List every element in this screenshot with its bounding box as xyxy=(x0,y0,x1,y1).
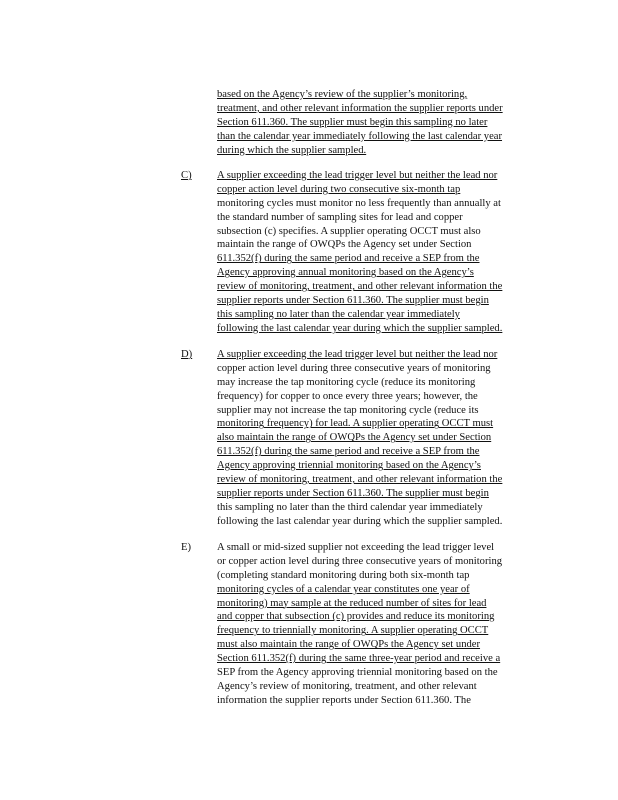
text-line xyxy=(217,294,547,308)
text-line xyxy=(217,102,547,116)
text-line xyxy=(217,487,547,501)
text-segment: Agency’s review of monitoring, treatment, and other relevant xyxy=(217,680,477,692)
text-line xyxy=(217,404,547,418)
text-segment: Section 611.360. The supplier must begin this sampling no later xyxy=(217,116,488,128)
text-segment: maintain the range of OWQPs the Agency set under Section xyxy=(217,239,472,251)
text-segment: review of monitoring, treatment, and other relevant information the xyxy=(217,281,503,293)
text-line xyxy=(217,417,547,431)
text-segment: this sampling no later than the third calendar year immediately xyxy=(217,501,483,513)
text-line xyxy=(217,541,547,555)
text-line xyxy=(217,652,547,666)
paragraph-label-c: C) xyxy=(181,170,192,181)
continued-paragraph xyxy=(217,88,547,157)
text-line xyxy=(217,445,547,459)
text-segment: following the last calendar year during which the supplier sampled. xyxy=(217,515,503,527)
text-line xyxy=(217,680,547,694)
paragraph-label-d: D) xyxy=(181,349,193,360)
text-line xyxy=(217,459,547,473)
text-segment: frequency to triennially monitoring. A supplier operating OCCT xyxy=(217,625,489,637)
text-segment: supplier reports under Section 611.360. The supplier must begin xyxy=(217,487,489,499)
text-segment: supplier may not increase the tap monitoring cycle (reduce its xyxy=(217,404,479,416)
text-segment: or copper action level during three consecutive years of monitoring xyxy=(217,555,503,567)
text-segment: supplier reports under Section 611.360. The supplier must begin xyxy=(217,295,489,307)
text-line xyxy=(217,666,547,680)
paragraph-e xyxy=(217,541,547,708)
text-line xyxy=(217,130,547,144)
text-line xyxy=(217,610,547,624)
text-line xyxy=(217,431,547,445)
text-line xyxy=(217,280,547,294)
text-segment: frequency) for copper to once every three years; however, the xyxy=(217,390,478,402)
text-segment: Agency approving triennial monitoring based on the Agency’s xyxy=(217,460,481,472)
text-line xyxy=(217,308,547,322)
text-segment: this sampling no later than the calendar year immediately xyxy=(217,308,460,320)
text-segment: 611.352(f) during the same period and receive a SEP from the xyxy=(217,253,480,265)
text-line xyxy=(217,252,547,266)
text-segment: A supplier operating OCCT must xyxy=(350,418,494,430)
text-segment: monitoring) may sample at the reduced number of sites for lead xyxy=(217,597,487,609)
text-line xyxy=(217,390,547,404)
text-segment: based on the Agency’s review of the supplier’s monitoring, xyxy=(217,89,468,100)
text-line xyxy=(217,501,547,515)
text-segment: subsection (c) specifies. A supplier operating OCCT must also xyxy=(217,225,481,237)
text-line xyxy=(217,144,547,158)
text-segment: the standard number of sampling sites for lead and copper xyxy=(217,211,463,223)
text-line xyxy=(217,555,547,569)
text-line xyxy=(217,569,547,583)
text-segment: monitoring cycles must monitor no less frequently than annually at xyxy=(217,197,501,209)
text-segment: treatment, and other relevant information the supplier reports under xyxy=(217,102,503,114)
text-segment: than the calendar year immediately following the last calendar year xyxy=(217,130,503,142)
text-segment: following the last calendar year during which the supplier sampled. xyxy=(217,322,503,334)
text-segment: 611.352(f) during the same period and receive a SEP from the xyxy=(217,446,480,458)
text-line xyxy=(217,266,547,280)
text-segment: information the supplier reports under Section 611.360. The xyxy=(217,694,471,706)
text-line xyxy=(217,211,547,225)
text-segment: must also maintain the range of OWQPs the Agency set under xyxy=(217,639,481,651)
text-line xyxy=(217,197,547,211)
text-segment: and copper that subsection (c) provides and reduce its monitoring xyxy=(217,611,495,623)
text-line xyxy=(217,376,547,390)
text-line xyxy=(217,183,547,197)
text-line xyxy=(217,597,547,611)
text-segment: copper action level during two consecutive six-month tap xyxy=(217,183,461,195)
text-line xyxy=(217,169,547,183)
text-line xyxy=(217,473,547,487)
text-segment: A small or mid-sized supplier not exceeding the lead trigger level xyxy=(217,542,495,553)
text-line xyxy=(217,694,547,708)
paragraph-d xyxy=(217,348,547,529)
text-line xyxy=(217,624,547,638)
text-line xyxy=(217,322,547,336)
text-segment: Section 611.352(f) during the same three-year period and receive a xyxy=(217,653,501,665)
text-line xyxy=(217,225,547,239)
text-segment: SEP from the Agency approving triennial monitoring based on the xyxy=(217,667,498,679)
text-line xyxy=(217,238,547,252)
text-segment: Agency approving annual monitoring based on the Agency’s xyxy=(217,267,474,279)
text-line xyxy=(217,638,547,652)
text-line xyxy=(217,88,547,102)
text-segment: monitoring cycles of a calendar year constitutes one year of xyxy=(217,583,470,595)
paragraph-label-e: E) xyxy=(181,542,191,553)
text-line xyxy=(217,583,547,597)
text-line xyxy=(217,362,547,376)
text-segment: monitoring frequency) for lead. xyxy=(217,418,351,430)
text-segment: also maintain the range of OWQPs the Agency set under Section xyxy=(217,432,492,444)
text-segment: (completing standard monitoring during both six-month tap xyxy=(217,569,470,581)
paragraph-c xyxy=(217,169,547,336)
text-segment: may increase the tap monitoring cycle (reduce its monitoring xyxy=(217,376,476,388)
text-segment: copper action level during three consecutive years of monitoring xyxy=(217,362,491,374)
text-segment: review of monitoring, treatment, and other relevant information the xyxy=(217,474,503,486)
text-line xyxy=(217,116,547,130)
text-segment: during which the supplier sampled. xyxy=(217,144,367,156)
text-line xyxy=(217,515,547,529)
text-line xyxy=(217,348,547,362)
text-segment: A supplier exceeding the lead trigger level but neither the lead nor xyxy=(217,170,498,181)
text-segment: A supplier exceeding the lead trigger level but neither the lead nor xyxy=(217,349,498,360)
